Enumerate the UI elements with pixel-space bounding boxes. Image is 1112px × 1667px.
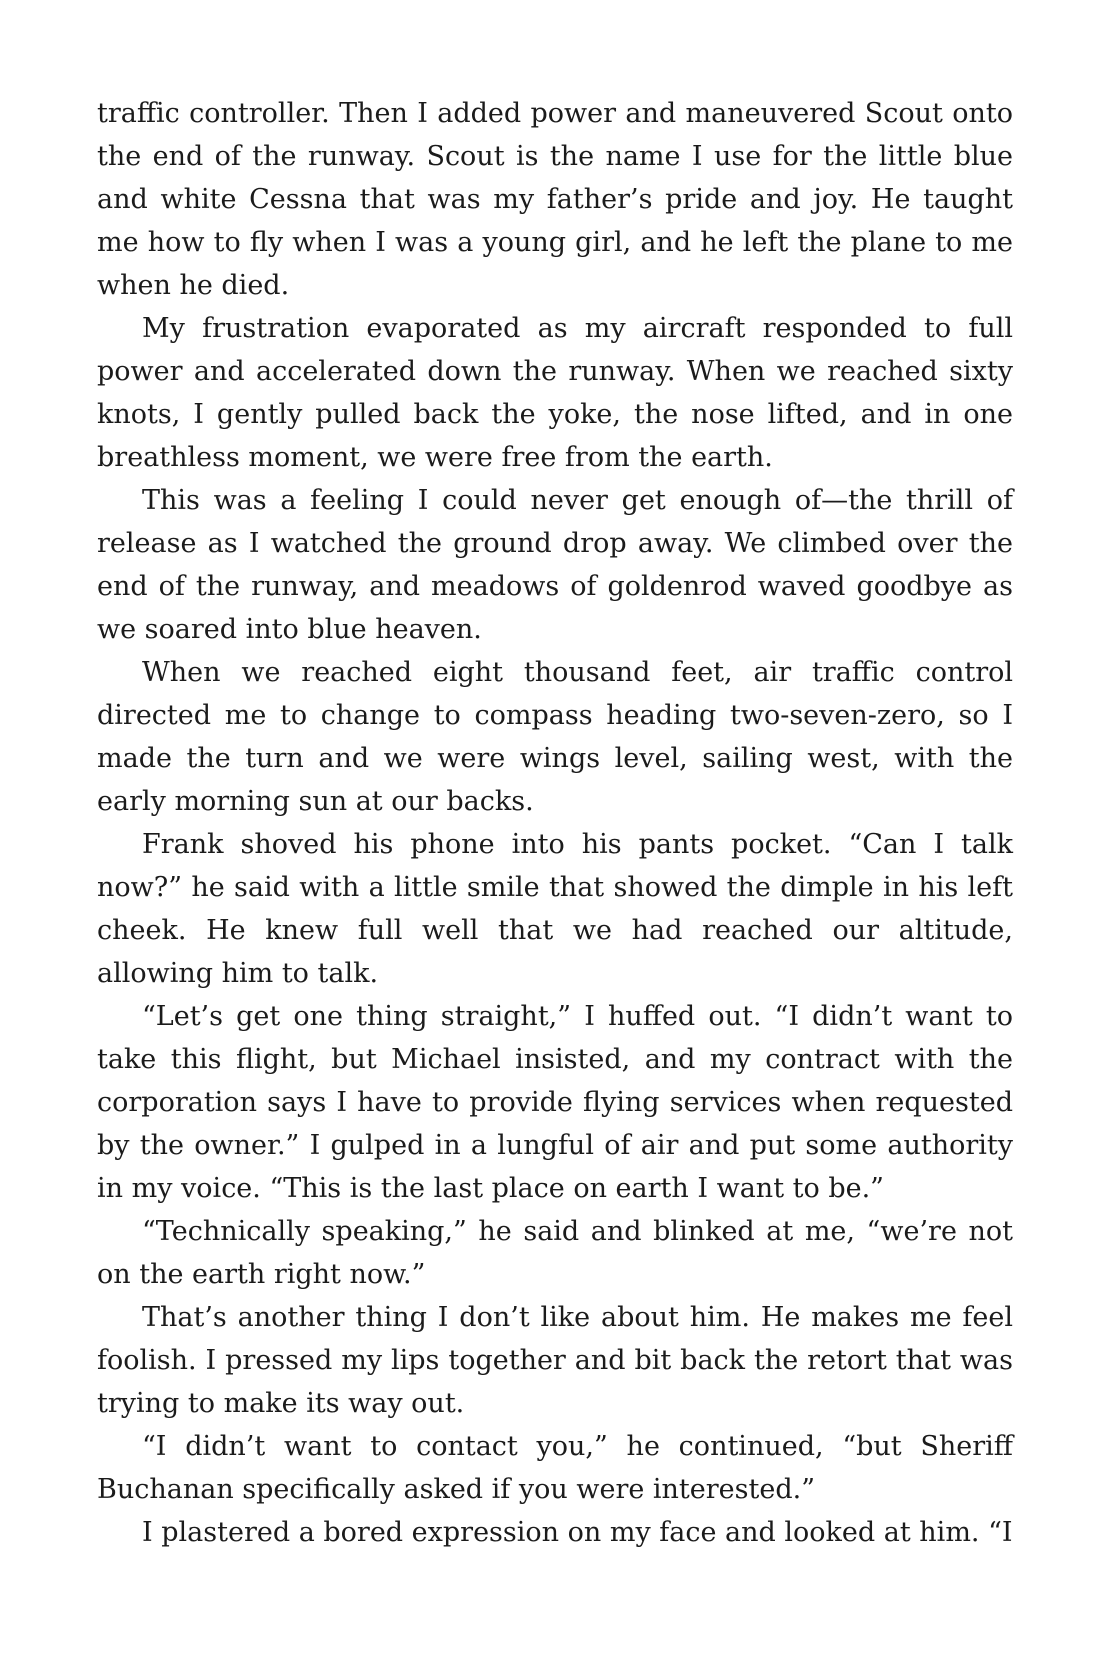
paragraph-continued: traffic controller. Then I added power and maneuvered Scout onto the end of the runway. Scout is the name I use for the little blue and white Cessna that was my father’s pride and joy. He taught me how to fly when I was a young girl, and he left the plane to me when he died. (97, 98, 1013, 301)
book-page (97, 92, 1013, 1554)
paragraph-last-partial: I plastered a bored expression on my face and looked at him. “I (142, 1517, 1013, 1548)
paragraph: Frank shoved his phone into his pants pocket. “Can I talk now?” he said with a little smile that showed the dimple in his left cheek. He knew full well that we had reached our altitude, allowing him to talk. (97, 829, 1013, 989)
paragraph: This was a feeling I could never get enough of—the thrill of release as I watched the ground drop away. We climbed over the end of the runway, and meadows of goldenrod waved goodbye as we soared into blue heaven. (97, 485, 1013, 645)
paragraph: “Let’s get one thing straight,” I huffed out. “I didn’t want to take this flight, but Michael insisted, and my contract with the corporation says I have to provide flying services when requested by the owner.” I gulped in a lungful of air and put some authority in my voice. “This is the last place on earth I want to be.” (97, 1001, 1013, 1204)
paragraph: “Technically speaking,” he said and blinked at me, “we’re not on the earth right now.” (97, 1216, 1013, 1290)
paragraph: “I didn’t want to contact you,” he continued, “but Sheriff Buchanan specifically asked if you were interested.” (97, 1431, 1013, 1505)
paragraph: When we reached eight thousand feet, air traffic control directed me to change to compass heading two-seven-zero, so I made the turn and we were wings level, sailing west, with the early morning sun at our backs. (97, 657, 1013, 817)
paragraph: My frustration evaporated as my aircraft responded to full power and accelerated down the runway. When we reached sixty knots, I gently pulled back the yoke, the nose lifted, and in one breathless moment, we were free from the earth. (97, 313, 1013, 473)
paragraph: That’s another thing I don’t like about him. He makes me feel foolish. I pressed my lips together and bit back the retort that was trying to make its way out. (97, 1302, 1013, 1419)
